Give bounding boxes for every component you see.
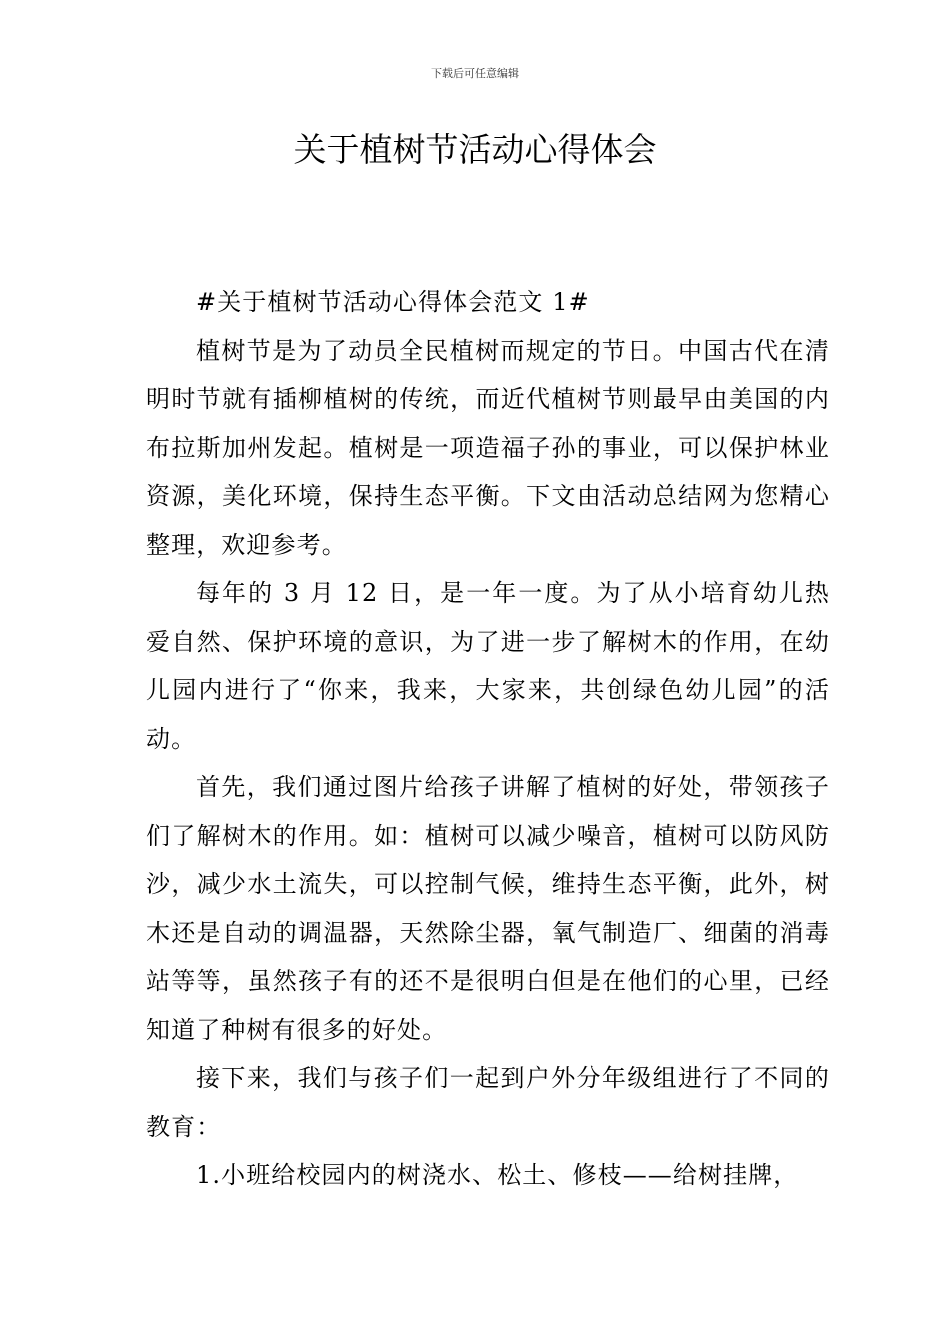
paragraph: 植树节是为了动员全民植树而规定的节日。中国古代在清明时节就有插柳植树的传统，而近代植树节则最早由美国的内布拉斯加州发起。植树是一项造福子孙的事业，可以保护林业资源，美化环境，保持生态平衡。下文由活动总结网为您精心整理，欢迎参考。	[146, 336, 830, 559]
list-item: 1.小班给校园内的树浇水、松土、修枝——给树挂牌，	[196, 1161, 799, 1189]
paragraph: 每年的 3 月 12 日，是一年一度。为了从小培育幼儿热爱自然、保护环境的意识，为了进一步了解树木的作用，在幼儿园内进行了“你来，我来，大家来，共创绿色幼儿园”的活动。	[146, 579, 830, 753]
paragraph: 首先，我们通过图片给孩子讲解了植树的好处，带领孩子们了解树木的作用。如：植树可以减少噪音，植树可以防风防沙，减少水土流失，可以控制气候，维持生态平衡，此外，树木还是自动的调温器，天然除尘器，氧气制造厂、细菌的消毒站等等，虽然孩子有的还不是很明白但是在他们的心里，已经知道了种树有很多的好处。	[146, 773, 830, 1044]
header-note: 下载后可任意编辑	[431, 67, 519, 80]
document-title: 关于植树节活动心得体会	[293, 130, 657, 169]
document-body	[146, 278, 830, 1200]
section-heading: #关于植树节活动心得体会范文 1#	[196, 288, 590, 316]
paragraph: 接下来，我们与孩子们一起到户外分年级组进行了不同的教育：	[146, 1064, 830, 1141]
